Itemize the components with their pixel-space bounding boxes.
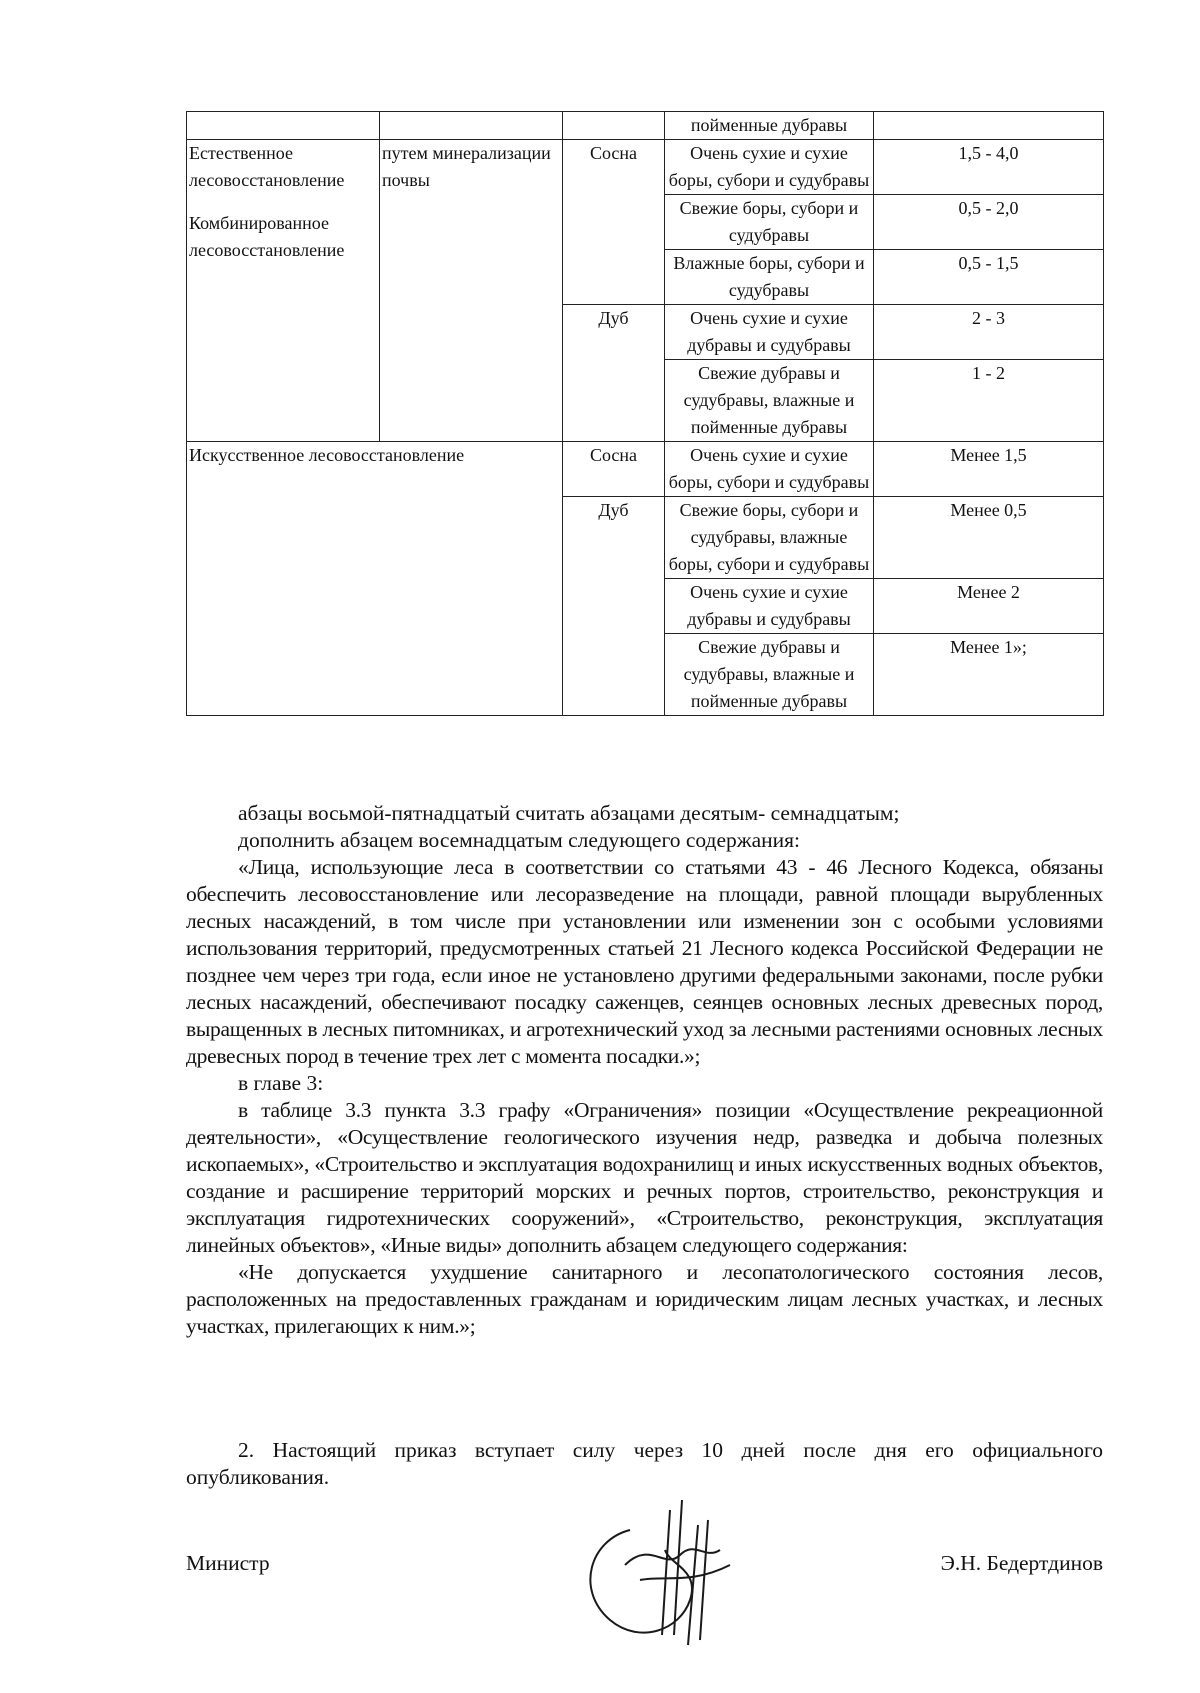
value-cell: Менее 0,5	[874, 497, 1104, 579]
value-cell: Менее 2	[874, 579, 1104, 634]
table-cell	[187, 112, 380, 140]
table-cell: пойменные дубравы	[665, 112, 874, 140]
paragraph-quote-2: «Не допускается ухудшение санитарного и лесопатологического состояния лесов, расположенных на предоставленных гражданам и юридическим лицам лесных участках, и лесных участках, прилегающих к ним.»;	[186, 1260, 1103, 1338]
method-cell	[187, 140, 380, 442]
table-cell	[563, 112, 665, 140]
forest-type-cell: Влажные боры, субори и судубравы	[665, 250, 874, 305]
forest-type-cell: Очень сухие и сухие боры, субори и судубравы	[665, 140, 874, 195]
paragraph-chapter: в главе 3:	[238, 1071, 324, 1095]
method-combined: Комбинированное лесовосстановление	[189, 213, 345, 260]
table-cell	[380, 112, 563, 140]
table-cell	[874, 112, 1104, 140]
value-cell: Менее 1»;	[874, 634, 1104, 716]
method-detail-cell: путем минерализации почвы	[380, 140, 563, 442]
species-cell: Сосна	[563, 442, 665, 497]
value-cell: Менее 1,5	[874, 442, 1104, 497]
forest-type-cell: Свежие дубравы и судубравы, влажные и пойменные дубравы	[665, 634, 874, 716]
signatory-position: Министр	[186, 1551, 270, 1575]
body-text-top	[186, 800, 1103, 1340]
paragraph-addition: дополнить абзацем восемнадцатым следующего содержания:	[238, 828, 801, 852]
forest-type-cell: Свежие боры, субори и судубравы, влажные боры, субори и судубравы	[665, 497, 874, 579]
forest-type-cell: Очень сухие и сухие дубравы и судубравы	[665, 579, 874, 634]
table-row	[187, 112, 1104, 140]
paragraph-table-33: в таблице 3.3 пункта 3.3 графу «Ограничения» позиции «Осуществление рекреационной деятельности», «Осуществление геологического изучения недр, разведка и добыча полезных ископаемых», «Строительство и эксплуатация водохранилищ и иных искусственных водных объектов, создание и расширение территорий морских и речных портов, строительство, реконструкция и эксплуатация гидротехнических сооружений», «Строительство, реконструкция, эксплуатация линейных объектов», «Иные виды» дополнить абзацем следующего содержания:	[186, 1098, 1103, 1257]
forest-type-cell: Очень сухие и сухие дубравы и судубравы	[665, 305, 874, 360]
signatory-name: Э.Н. Бедертдинов	[940, 1551, 1103, 1575]
value-cell: 1 - 2	[874, 360, 1104, 442]
forest-type-cell: Свежие дубравы и судубравы, влажные и пойменные дубравы	[665, 360, 874, 442]
value-cell: 0,5 - 2,0	[874, 195, 1104, 250]
forest-type-cell: Очень сухие и сухие боры, субори и судубравы	[665, 442, 874, 497]
species-cell: Сосна	[563, 140, 665, 305]
value-cell: 1,5 - 4,0	[874, 140, 1104, 195]
table-row	[187, 140, 1104, 195]
forest-type-cell: Свежие боры, субори и судубравы	[665, 195, 874, 250]
method-natural: Естественное лесовосстановление	[189, 143, 345, 190]
paragraph-renumbering: абзацы восьмой-пятнадцатый считать абзацами десятым- семнадцатым;	[238, 801, 900, 825]
signature-block	[186, 1551, 1103, 1581]
value-cell: 0,5 - 1,5	[874, 250, 1104, 305]
value-cell: 2 - 3	[874, 305, 1104, 360]
table-row	[187, 442, 1104, 497]
paragraph-effective-date: 2. Настоящий приказ вступает силу через 10 дней после дня его официального опубликования.	[186, 1438, 1103, 1489]
species-cell: Дуб	[563, 497, 665, 716]
method-artificial-cell: Искусственное лесовосстановление	[187, 442, 563, 716]
forest-restoration-table	[186, 111, 1104, 716]
paragraph-quote-1: «Лица, использующие леса в соответствии со статьями 43 - 46 Лесного Кодекса, обязаны обеспечить лесовосстановление или лесоразведение на площади, равной площади вырубленных лесных насаждений, в том числе при установлении или изменении зон с особыми условиями использования территорий, предусмотренных статьей 21 Лесного кодекса Российской Федерации не позднее чем через три года, если иное не установлено другими федеральными законами, после рубки лесных насаждений, обеспечивают посадку саженцев, сеянцев основных лесных древесных пород, выращенных в лесных питомниках, и агротехнический уход за лесными растениями основных лесных древесных пород в течение трех лет с момента посадки.»;	[186, 855, 1103, 1068]
species-cell: Дуб	[563, 305, 665, 442]
